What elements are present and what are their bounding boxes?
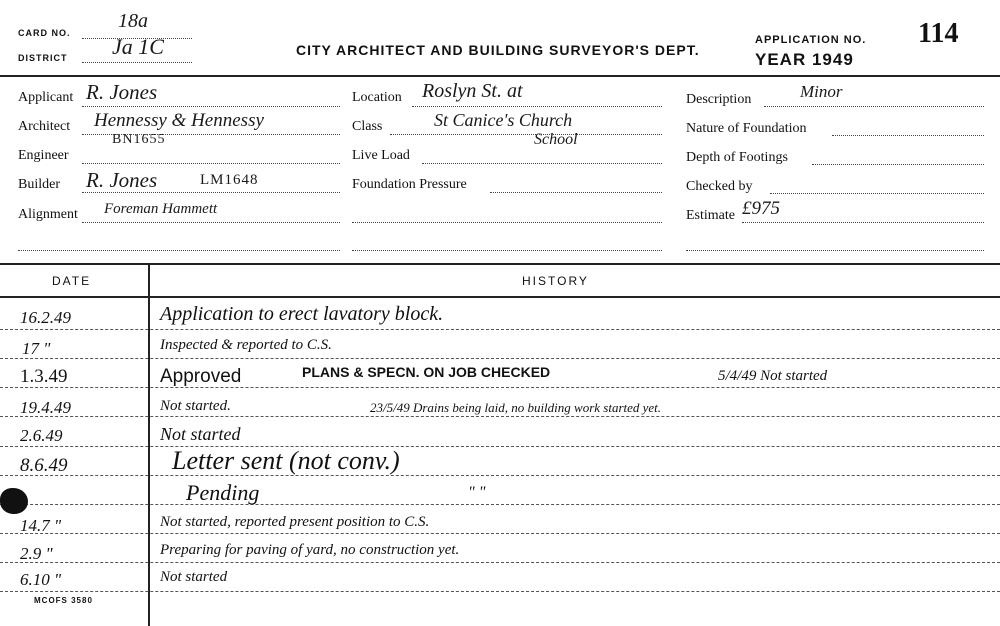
department-title: CITY ARCHITECT AND BUILDING SURVEYOR'S DEPT. bbox=[296, 42, 700, 58]
location-label: Location bbox=[352, 90, 402, 105]
history-entry: Not started bbox=[160, 424, 241, 444]
history-note: " " bbox=[468, 484, 486, 501]
application-no-value: 114 bbox=[918, 18, 959, 49]
history-entry: Not started, reported present position to C.S. bbox=[160, 514, 430, 530]
history-entry: Inspected & reported to C.S. bbox=[160, 337, 332, 353]
builder-label: Builder bbox=[18, 177, 60, 192]
district-value: Ja 1C bbox=[112, 34, 164, 59]
architect-reg: BN1655 bbox=[112, 132, 166, 147]
nature-of-foundation-label: Nature of Foundation bbox=[686, 121, 807, 136]
estimate-label: Estimate bbox=[686, 208, 735, 223]
architect-value: Hennessy & Hennessy bbox=[94, 110, 264, 131]
history-date: 19.4.49 bbox=[20, 398, 71, 417]
history-date: 6.10 " bbox=[20, 570, 62, 589]
card-no-value: 18a bbox=[118, 10, 148, 32]
approved-stamp: Approved bbox=[160, 366, 242, 387]
application-no-label: APPLICATION NO. bbox=[755, 34, 867, 46]
engineer-label: Engineer bbox=[18, 148, 69, 163]
history-entry: Not started bbox=[160, 569, 228, 585]
ink-blot bbox=[0, 488, 28, 514]
history-date: 16.2.49 bbox=[20, 308, 71, 327]
history-date: 14.7 " bbox=[20, 516, 62, 535]
location-value: Roslyn St. at bbox=[422, 80, 523, 102]
history-note: 23/5/49 Drains being laid, no building work started yet. bbox=[370, 400, 662, 415]
class-label: Class bbox=[352, 119, 383, 134]
history-date: 8.6.49 bbox=[20, 455, 68, 476]
history-date: 17 " bbox=[22, 339, 51, 358]
description-label: Description bbox=[686, 92, 752, 107]
history-header: HISTORY bbox=[522, 274, 589, 288]
alignment-value: Foreman Hammett bbox=[104, 201, 218, 217]
date-header: DATE bbox=[52, 274, 92, 288]
history-entry: Preparing for paving of yard, no construction yet. bbox=[160, 542, 460, 558]
estimate-value: £975 bbox=[742, 198, 780, 219]
description-value: Minor bbox=[800, 82, 843, 101]
alignment-label: Alignment bbox=[18, 207, 78, 222]
history-entry: Letter sent (not conv.) bbox=[172, 446, 400, 475]
applicant-label: Applicant bbox=[18, 90, 74, 105]
class-value: St Canice's Church bbox=[434, 110, 573, 130]
live-load-label: Live Load bbox=[352, 148, 410, 163]
form-code: MCOFS 3580 bbox=[34, 596, 93, 605]
history-date: 1.3.49 bbox=[20, 366, 68, 387]
history-entry: Pending bbox=[186, 480, 260, 505]
builder-reg: LM1648 bbox=[200, 172, 259, 188]
foundation-pressure-label: Foundation Pressure bbox=[352, 177, 467, 192]
depth-of-footings-label: Depth of Footings bbox=[686, 150, 788, 165]
class-value-2: School bbox=[534, 131, 578, 148]
history-note: 5/4/49 Not started bbox=[718, 368, 828, 384]
architect-label: Architect bbox=[18, 119, 71, 134]
year: YEAR 1949 bbox=[755, 50, 854, 69]
history-entry: Application to erect lavatory block. bbox=[160, 303, 444, 325]
checked-by-label: Checked by bbox=[686, 179, 753, 194]
history-date: 2.6.49 bbox=[20, 426, 63, 445]
builder-value: R. Jones bbox=[86, 168, 158, 192]
plans-checked-stamp: PLANS & SPECN. ON JOB CHECKED bbox=[302, 364, 551, 380]
district-label: DISTRICT bbox=[18, 53, 68, 63]
history-date: 2.9 " bbox=[20, 544, 53, 563]
applicant-value: R. Jones bbox=[86, 80, 158, 104]
card-no-label: CARD NO. bbox=[18, 28, 71, 38]
history-entry: Not started. bbox=[160, 398, 231, 414]
